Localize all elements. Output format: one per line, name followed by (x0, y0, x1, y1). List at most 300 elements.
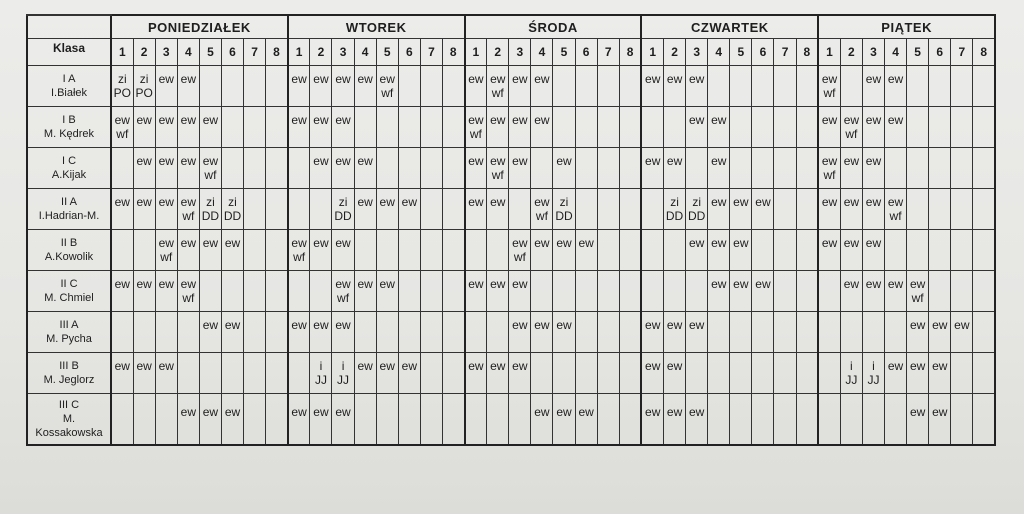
lesson-note (289, 373, 310, 387)
lesson-note (200, 86, 221, 100)
class-name: III B (59, 360, 79, 372)
lesson-note (907, 373, 928, 387)
lesson-code: ew (645, 72, 661, 86)
lesson-code: ew (468, 359, 484, 373)
lesson-note (951, 127, 972, 141)
period-number: 6 (398, 39, 420, 66)
lesson-note (730, 291, 751, 305)
lesson-note (797, 168, 818, 182)
lesson-cell (509, 66, 531, 107)
lesson-cell (840, 66, 862, 107)
class-name: II B (60, 237, 78, 249)
lesson-cell (840, 230, 862, 271)
lesson-code: ew (136, 359, 152, 373)
lesson-code (266, 154, 287, 168)
lesson-note (708, 291, 729, 305)
lesson-code (310, 195, 331, 209)
lesson-code (885, 154, 906, 168)
lesson-cell (509, 312, 531, 353)
lesson-code: ew (158, 154, 174, 168)
lesson-cell (951, 107, 973, 148)
lesson-note (885, 419, 906, 433)
lesson-note (134, 373, 155, 387)
lesson-code (708, 359, 729, 373)
lesson-code: ew (755, 277, 771, 291)
lesson-code: ew (313, 236, 329, 250)
lesson-note (421, 209, 442, 223)
lesson-note: wf (513, 250, 526, 264)
lesson-note (178, 86, 199, 100)
lesson-cell (133, 353, 155, 394)
lesson-code: ew (379, 72, 395, 86)
lesson-note (752, 209, 773, 223)
lesson-code (598, 195, 619, 209)
klasa-label: Klasa (27, 39, 111, 66)
lesson-note (377, 419, 398, 433)
lesson-code: ew (401, 195, 417, 209)
lesson-note (553, 291, 574, 305)
lesson-note (200, 291, 221, 305)
lesson-cell (951, 271, 973, 312)
lesson-code (244, 113, 265, 127)
lesson-cell (818, 189, 840, 230)
lesson-cell (929, 394, 951, 446)
lesson-note: DD (687, 209, 706, 223)
lesson-cell (575, 230, 597, 271)
lesson-note (399, 127, 420, 141)
period-number: 1 (818, 39, 840, 66)
lesson-note (509, 373, 530, 387)
lesson-cell (199, 353, 221, 394)
lesson-cell (398, 66, 420, 107)
lesson-cell (509, 148, 531, 189)
lesson-note (266, 332, 287, 346)
lesson-note (289, 419, 310, 433)
lesson-note (598, 419, 619, 433)
lesson-note (708, 168, 729, 182)
lesson-code (466, 236, 487, 250)
lesson-note (332, 86, 353, 100)
lesson-cell (155, 230, 177, 271)
lesson-code: ew (909, 359, 926, 373)
lesson-code (553, 359, 574, 373)
lesson-note (200, 250, 221, 264)
lesson-cell (907, 230, 929, 271)
lesson-note (531, 86, 552, 100)
class-row (27, 394, 995, 446)
lesson-note (289, 127, 310, 141)
lesson-code: ew (733, 236, 749, 250)
lesson-note: wf (116, 127, 129, 141)
lesson-note (134, 209, 155, 223)
lesson-code: ew (909, 405, 926, 419)
lesson-cell (686, 148, 708, 189)
lesson-note (708, 419, 729, 433)
lesson-code: ew (357, 72, 373, 86)
lesson-note (598, 127, 619, 141)
lesson-note (355, 86, 376, 100)
lesson-code (598, 359, 619, 373)
lesson-code (112, 154, 133, 168)
lesson-code (244, 359, 265, 373)
lesson-note (598, 168, 619, 182)
lesson-code: ew (932, 359, 948, 373)
lesson-code: ew (114, 113, 130, 127)
lesson-cell (420, 353, 442, 394)
lesson-note (112, 291, 133, 305)
lesson-code (553, 113, 574, 127)
lesson-code (752, 72, 773, 86)
day-header: WTOREK (288, 15, 465, 39)
lesson-cell (862, 394, 884, 446)
lesson-code: ew (335, 113, 351, 127)
period-number: 3 (862, 39, 884, 66)
lesson-note (907, 127, 928, 141)
lesson-note (332, 250, 353, 264)
lesson-note (377, 291, 398, 305)
lesson-cell (133, 230, 155, 271)
lesson-note (730, 127, 751, 141)
period-number: 3 (155, 39, 177, 66)
lesson-note (531, 291, 552, 305)
class-name: I C (61, 155, 77, 167)
lesson-note (399, 86, 420, 100)
lesson-cell (641, 353, 663, 394)
lesson-code: ew (843, 236, 860, 250)
lesson-code (885, 405, 906, 419)
lesson-code: ew (468, 277, 484, 291)
lesson-note (399, 168, 420, 182)
lesson-note (222, 127, 243, 141)
lesson-note (466, 209, 487, 223)
lesson-cell (310, 394, 332, 446)
lesson-cell (199, 394, 221, 446)
lesson-cell (420, 148, 442, 189)
lesson-cell (244, 312, 266, 353)
lesson-cell (929, 230, 951, 271)
lesson-code: ew (534, 72, 550, 86)
lesson-cell (420, 189, 442, 230)
lesson-note (377, 168, 398, 182)
lesson-cell (199, 230, 221, 271)
lesson-note (951, 373, 972, 387)
lesson-cell (310, 107, 332, 148)
class-cell (27, 230, 111, 271)
lesson-cell (177, 394, 199, 446)
lesson-note (310, 332, 331, 346)
lesson-note (973, 250, 994, 264)
lesson-code: ew (887, 113, 904, 127)
lesson-note (664, 373, 685, 387)
lesson-cell (929, 107, 951, 148)
lesson-code (399, 318, 420, 332)
lesson-code (266, 318, 287, 332)
lesson-note (553, 168, 574, 182)
lesson-note (200, 419, 221, 433)
lesson-code (377, 405, 398, 419)
lesson-code: ew (887, 359, 904, 373)
lesson-cell (442, 189, 464, 230)
lesson-cell (177, 353, 199, 394)
lesson-cell (664, 189, 686, 230)
lesson-cell (398, 394, 420, 446)
lesson-code (399, 154, 420, 168)
lesson-cell (487, 353, 509, 394)
lesson-cell (641, 189, 663, 230)
lesson-code: ew (158, 113, 174, 127)
lesson-note (730, 168, 751, 182)
lesson-cell (796, 148, 818, 189)
lesson-cell (332, 66, 354, 107)
lesson-code (929, 195, 950, 209)
lesson-code (266, 113, 287, 127)
lesson-cell (177, 271, 199, 312)
lesson-cell (111, 66, 133, 107)
lesson-code (200, 72, 221, 86)
lesson-code (443, 72, 464, 86)
lesson-cell (288, 148, 310, 189)
lesson-note (222, 291, 243, 305)
day-header: PONIEDZIAŁEK (111, 15, 288, 39)
lesson-note (509, 332, 530, 346)
lesson-cell (619, 230, 641, 271)
lesson-code: ew (512, 236, 528, 250)
lesson-cell (531, 148, 553, 189)
lesson-note (774, 373, 795, 387)
lesson-code: ew (490, 113, 506, 127)
lesson-cell (752, 189, 774, 230)
lesson-code: ew (114, 195, 130, 209)
lesson-note (310, 209, 331, 223)
lesson-cell (221, 148, 243, 189)
lesson-note (642, 209, 663, 223)
lesson-note (730, 250, 751, 264)
period-header-row (27, 39, 995, 66)
lesson-cell (531, 353, 553, 394)
lesson-cell (840, 312, 862, 353)
lesson-note (421, 291, 442, 305)
lesson-cell (332, 353, 354, 394)
lesson-code: ew (954, 318, 970, 332)
lesson-code (620, 195, 641, 209)
lesson-note (178, 168, 199, 182)
lesson-cell (774, 312, 796, 353)
lesson-code (377, 154, 398, 168)
lesson-note (774, 127, 795, 141)
lesson-cell (619, 107, 641, 148)
lesson-cell (619, 312, 641, 353)
lesson-code (598, 113, 619, 127)
lesson-cell (177, 148, 199, 189)
lesson-code (863, 405, 884, 419)
lesson-code (620, 113, 641, 127)
lesson-code (266, 72, 287, 86)
lesson-cell (951, 353, 973, 394)
lesson-cell (398, 148, 420, 189)
lesson-note (642, 86, 663, 100)
lesson-note (819, 419, 840, 433)
lesson-note (421, 332, 442, 346)
lesson-cell (796, 353, 818, 394)
lesson-cell (973, 394, 995, 446)
lesson-code (377, 236, 398, 250)
lesson-note (907, 332, 928, 346)
lesson-note (819, 209, 840, 223)
lesson-code (797, 277, 818, 291)
lesson-code: ew (490, 359, 506, 373)
lesson-cell (708, 107, 730, 148)
lesson-code: ew (578, 236, 594, 250)
lesson-cell (752, 66, 774, 107)
lesson-note (443, 419, 464, 433)
lesson-cell (288, 66, 310, 107)
lesson-cell (619, 189, 641, 230)
lesson-note (752, 127, 773, 141)
lesson-cell (111, 271, 133, 312)
lesson-note (134, 419, 155, 433)
lesson-code (134, 236, 155, 250)
lesson-cell (730, 189, 752, 230)
lesson-note (841, 332, 862, 346)
lesson-code: ew (114, 277, 130, 291)
lesson-note (222, 373, 243, 387)
lesson-note (377, 332, 398, 346)
lesson-cell (509, 271, 531, 312)
lesson-note (112, 209, 133, 223)
lesson-code: ew (335, 72, 351, 86)
lesson-note: JJ (845, 373, 858, 387)
lesson-note (885, 168, 906, 182)
lesson-cell (155, 107, 177, 148)
lesson-note (355, 209, 376, 223)
lesson-note (377, 209, 398, 223)
lesson-note (112, 250, 133, 264)
lesson-cell (664, 271, 686, 312)
lesson-note (973, 209, 994, 223)
lesson-code: ew (468, 154, 484, 168)
lesson-code (774, 72, 795, 86)
lesson-code (134, 405, 155, 419)
lesson-cell (354, 312, 376, 353)
lesson-cell (796, 107, 818, 148)
lesson-note (399, 332, 420, 346)
lesson-code (244, 236, 265, 250)
lesson-code (598, 236, 619, 250)
lesson-note (863, 291, 884, 305)
lesson-cell (332, 148, 354, 189)
lesson-cell (553, 230, 575, 271)
lesson-note: wf (182, 291, 195, 305)
lesson-cell (244, 394, 266, 446)
lesson-code (487, 405, 508, 419)
lesson-code: ew (224, 318, 241, 332)
lesson-code (841, 318, 862, 332)
lesson-code: ew (556, 405, 572, 419)
lesson-note (134, 127, 155, 141)
lesson-cell (752, 271, 774, 312)
lesson-cell (686, 312, 708, 353)
lesson-cell (774, 230, 796, 271)
lesson-note (598, 86, 619, 100)
lesson-cell (199, 66, 221, 107)
lesson-code (973, 405, 994, 419)
lesson-note (466, 419, 487, 433)
lesson-code: zi (228, 195, 237, 209)
lesson-note: wf (469, 127, 482, 141)
lesson-note (178, 373, 199, 387)
lesson-cell (442, 271, 464, 312)
lesson-code (443, 113, 464, 127)
lesson-cell (420, 394, 442, 446)
lesson-note (531, 332, 552, 346)
lesson-note (531, 373, 552, 387)
lesson-code: ew (534, 405, 550, 419)
lesson-note (708, 373, 729, 387)
lesson-cell (398, 107, 420, 148)
lesson-cell (531, 230, 553, 271)
lesson-cell (641, 312, 663, 353)
lesson-cell (664, 148, 686, 189)
lesson-note: wf (535, 209, 548, 223)
lesson-note (929, 86, 950, 100)
lesson-note (686, 291, 707, 305)
lesson-code: zi (206, 195, 215, 209)
lesson-cell (796, 312, 818, 353)
lesson-note (443, 373, 464, 387)
teacher-name: I.Białek (50, 87, 88, 99)
lesson-cell (774, 394, 796, 446)
lesson-note (200, 127, 221, 141)
lesson-code (664, 236, 685, 250)
lesson-note (973, 419, 994, 433)
lesson-note (487, 373, 508, 387)
lesson-note (907, 419, 928, 433)
lesson-code (289, 154, 310, 168)
lesson-note (553, 373, 574, 387)
lesson-code (244, 72, 265, 86)
lesson-note (863, 127, 884, 141)
lesson-note (752, 291, 773, 305)
lesson-note (929, 373, 950, 387)
lesson-code (730, 113, 751, 127)
lesson-cell (221, 107, 243, 148)
lesson-cell (310, 312, 332, 353)
lesson-code: ew (490, 195, 506, 209)
lesson-code (752, 154, 773, 168)
lesson-note (310, 291, 331, 305)
lesson-code: i (850, 359, 853, 373)
lesson-note (355, 332, 376, 346)
lesson-code: zi (670, 195, 679, 209)
lesson-cell (310, 353, 332, 394)
lesson-code: ew (666, 405, 683, 419)
lesson-note (730, 209, 751, 223)
lesson-cell (575, 148, 597, 189)
lesson-code (730, 154, 751, 168)
lesson-cell (664, 230, 686, 271)
lesson-code (443, 154, 464, 168)
lesson-note: JJ (867, 373, 880, 387)
lesson-cell (420, 230, 442, 271)
lesson-code: ew (932, 318, 948, 332)
lesson-note (797, 332, 818, 346)
lesson-note (797, 209, 818, 223)
lesson-code (421, 113, 442, 127)
lesson-code (752, 405, 773, 419)
lesson-code: ew (821, 154, 838, 168)
lesson-note (553, 127, 574, 141)
class-cell (27, 107, 111, 148)
